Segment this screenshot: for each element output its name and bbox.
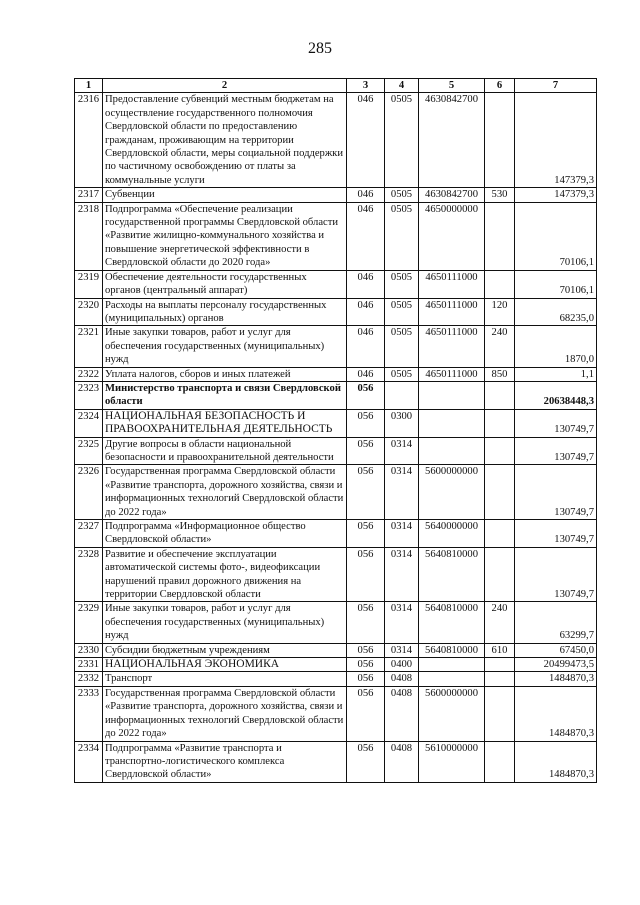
section-code-cell: 0408 bbox=[385, 686, 419, 741]
target-article-cell: 4630842700 bbox=[419, 188, 485, 202]
item-name-cell: Предоставление субвенций местным бюджетам на осуществление государственного полномочия Свердловской области по предоставлению гражданам, проживающим на территории Свердловской области, меры социальной поддержки по частичному освобождению от платы за коммунальные услуги bbox=[103, 93, 347, 188]
page-number: 285 bbox=[308, 40, 332, 57]
expense-type-cell: 240 bbox=[485, 602, 515, 643]
amount-cell: 70106,1 bbox=[515, 270, 597, 298]
ministry-code-cell: 056 bbox=[347, 643, 385, 657]
expense-type-cell bbox=[485, 672, 515, 686]
table-row bbox=[75, 202, 597, 270]
target-article-cell: 4650111000 bbox=[419, 326, 485, 367]
amount-cell: 1484870,3 bbox=[515, 741, 597, 782]
target-article-cell: 4650000000 bbox=[419, 202, 485, 270]
target-article-cell: 4630842700 bbox=[419, 93, 485, 188]
section-code-cell: 0314 bbox=[385, 437, 419, 465]
item-name-cell: Субсидии бюджетным учреждениям bbox=[103, 643, 347, 657]
row-number-cell: 2328 bbox=[75, 547, 103, 602]
ministry-code-cell: 056 bbox=[347, 547, 385, 602]
expense-type-cell bbox=[485, 741, 515, 782]
target-article-cell: 5610000000 bbox=[419, 741, 485, 782]
amount-cell: 68235,0 bbox=[515, 298, 597, 326]
item-name-cell: Подпрограмма «Информационное общество Свердловской области» bbox=[103, 520, 347, 548]
header-cell: 2 bbox=[103, 79, 347, 93]
table-row bbox=[75, 602, 597, 643]
item-name-cell: Транспорт bbox=[103, 672, 347, 686]
row-number-cell: 2318 bbox=[75, 202, 103, 270]
expense-type-cell: 530 bbox=[485, 188, 515, 202]
row-number-cell: 2327 bbox=[75, 520, 103, 548]
amount-cell: 20499473,5 bbox=[515, 658, 597, 672]
expense-type-cell bbox=[485, 381, 515, 409]
ministry-code-cell: 056 bbox=[347, 686, 385, 741]
ministry-code-cell: 046 bbox=[347, 270, 385, 298]
header-cell: 7 bbox=[515, 79, 597, 93]
ministry-code-cell: 056 bbox=[347, 672, 385, 686]
expense-type-cell: 610 bbox=[485, 643, 515, 657]
table-row bbox=[75, 643, 597, 657]
item-name-cell: Подпрограмма «Развитие транспорта и транспортно-логистического комплекса Свердловской области» bbox=[103, 741, 347, 782]
section-code-cell: 0505 bbox=[385, 326, 419, 367]
amount-cell: 63299,7 bbox=[515, 602, 597, 643]
header-cell: 6 bbox=[485, 79, 515, 93]
expense-type-cell bbox=[485, 202, 515, 270]
row-number-cell: 2322 bbox=[75, 367, 103, 381]
amount-cell: 1484870,3 bbox=[515, 686, 597, 741]
row-number-cell: 2332 bbox=[75, 672, 103, 686]
ministry-code-cell: 056 bbox=[347, 465, 385, 520]
item-name-cell: Расходы на выплаты персоналу государственных (муниципальных) органов bbox=[103, 298, 347, 326]
amount-cell: 1484870,3 bbox=[515, 672, 597, 686]
amount-cell: 147379,3 bbox=[515, 188, 597, 202]
section-code-cell: 0314 bbox=[385, 547, 419, 602]
target-article-cell: 5600000000 bbox=[419, 686, 485, 741]
item-name-cell: НАЦИОНАЛЬНАЯ ЭКОНОМИКА bbox=[103, 658, 347, 672]
item-name-cell: Развитие и обеспечение эксплуатации автоматической системы фото-, видеофиксации нарушений правил дорожного движения на территории Свердловской области bbox=[103, 547, 347, 602]
target-article-cell: 4650111000 bbox=[419, 270, 485, 298]
row-number-cell: 2330 bbox=[75, 643, 103, 657]
section-code-cell: 0505 bbox=[385, 202, 419, 270]
amount-cell: 67450,0 bbox=[515, 643, 597, 657]
amount-cell: 147379,3 bbox=[515, 93, 597, 188]
row-number-cell: 2334 bbox=[75, 741, 103, 782]
item-name-cell: Министерство транспорта и связи Свердловской области bbox=[103, 381, 347, 409]
target-article-cell bbox=[419, 658, 485, 672]
row-number-cell: 2320 bbox=[75, 298, 103, 326]
row-number-cell: 2325 bbox=[75, 437, 103, 465]
item-name-cell: Иные закупки товаров, работ и услуг для обеспечения государственных (муниципальных) нужд bbox=[103, 326, 347, 367]
row-number-cell: 2317 bbox=[75, 188, 103, 202]
table-row bbox=[75, 298, 597, 326]
table-row bbox=[75, 188, 597, 202]
amount-cell: 1870,0 bbox=[515, 326, 597, 367]
expense-type-cell: 240 bbox=[485, 326, 515, 367]
section-code-cell: 0505 bbox=[385, 270, 419, 298]
row-number-cell: 2323 bbox=[75, 381, 103, 409]
item-name-cell: Субвенции bbox=[103, 188, 347, 202]
section-code-cell: 0314 bbox=[385, 643, 419, 657]
amount-cell: 130749,7 bbox=[515, 547, 597, 602]
expense-type-cell bbox=[485, 658, 515, 672]
item-name-cell: Обеспечение деятельности государственных органов (центральный аппарат) bbox=[103, 270, 347, 298]
target-article-cell: 5640810000 bbox=[419, 602, 485, 643]
section-code-cell: 0505 bbox=[385, 367, 419, 381]
ministry-code-cell: 046 bbox=[347, 326, 385, 367]
item-name-cell: Государственная программа Свердловской области «Развитие транспорта, дорожного хозяйства, связи и информационных технологий Свердловской области до 2022 года» bbox=[103, 686, 347, 741]
table-row bbox=[75, 93, 597, 188]
item-name-cell: Уплата налогов, сборов и иных платежей bbox=[103, 367, 347, 381]
section-code-cell: 0505 bbox=[385, 298, 419, 326]
expense-type-cell bbox=[485, 547, 515, 602]
table-row bbox=[75, 326, 597, 367]
section-code-cell: 0505 bbox=[385, 93, 419, 188]
amount-cell: 130749,7 bbox=[515, 409, 597, 437]
ministry-code-cell: 046 bbox=[347, 298, 385, 326]
section-code-cell: 0314 bbox=[385, 602, 419, 643]
target-article-cell: 5640810000 bbox=[419, 547, 485, 602]
table-row bbox=[75, 658, 597, 672]
ministry-code-cell: 046 bbox=[347, 188, 385, 202]
expense-type-cell bbox=[485, 409, 515, 437]
table-row bbox=[75, 270, 597, 298]
target-article-cell bbox=[419, 381, 485, 409]
ministry-code-cell: 056 bbox=[347, 602, 385, 643]
row-number-cell: 2321 bbox=[75, 326, 103, 367]
budget-table bbox=[74, 78, 597, 783]
section-code-cell: 0505 bbox=[385, 188, 419, 202]
header-cell: 4 bbox=[385, 79, 419, 93]
table-row bbox=[75, 381, 597, 409]
header-cell: 3 bbox=[347, 79, 385, 93]
table-row bbox=[75, 520, 597, 548]
row-number-cell: 2316 bbox=[75, 93, 103, 188]
item-name-cell: Подпрограмма «Обеспечение реализации государственной программы Свердловской области «Развитие жилищно-коммунального хозяйства и повышение энергетической эффективности в Свердловской области до 2020 года» bbox=[103, 202, 347, 270]
header-row bbox=[75, 79, 597, 93]
item-name-cell: Другие вопросы в области национальной безопасности и правоохранительной деятельности bbox=[103, 437, 347, 465]
table-row bbox=[75, 741, 597, 782]
ministry-code-cell: 046 bbox=[347, 202, 385, 270]
expense-type-cell bbox=[485, 437, 515, 465]
ministry-code-cell: 056 bbox=[347, 658, 385, 672]
amount-cell: 1,1 bbox=[515, 367, 597, 381]
target-article-cell bbox=[419, 672, 485, 686]
amount-cell: 70106,1 bbox=[515, 202, 597, 270]
ministry-code-cell: 056 bbox=[347, 741, 385, 782]
ministry-code-cell: 046 bbox=[347, 367, 385, 381]
target-article-cell: 4650111000 bbox=[419, 367, 485, 381]
expense-type-cell bbox=[485, 465, 515, 520]
ministry-code-cell: 056 bbox=[347, 520, 385, 548]
ministry-code-cell: 056 bbox=[347, 409, 385, 437]
table-row bbox=[75, 672, 597, 686]
expense-type-cell bbox=[485, 270, 515, 298]
section-code-cell: 0400 bbox=[385, 658, 419, 672]
expense-type-cell: 120 bbox=[485, 298, 515, 326]
amount-cell: 130749,7 bbox=[515, 520, 597, 548]
ministry-code-cell: 046 bbox=[347, 93, 385, 188]
target-article-cell: 5600000000 bbox=[419, 465, 485, 520]
table-row bbox=[75, 686, 597, 741]
header-cell: 1 bbox=[75, 79, 103, 93]
amount-cell: 20638448,3 bbox=[515, 381, 597, 409]
section-code-cell: 0408 bbox=[385, 741, 419, 782]
amount-cell: 130749,7 bbox=[515, 437, 597, 465]
table-row bbox=[75, 547, 597, 602]
expense-type-cell bbox=[485, 686, 515, 741]
expense-type-cell: 850 bbox=[485, 367, 515, 381]
target-article-cell: 4650111000 bbox=[419, 298, 485, 326]
target-article-cell bbox=[419, 437, 485, 465]
header-cell: 5 bbox=[419, 79, 485, 93]
item-name-cell: Государственная программа Свердловской области «Развитие транспорта, дорожного хозяйства, связи и информационных технологий Свердловской области до 2022 года» bbox=[103, 465, 347, 520]
ministry-code-cell: 056 bbox=[347, 437, 385, 465]
table-row bbox=[75, 367, 597, 381]
target-article-cell bbox=[419, 409, 485, 437]
target-article-cell: 5640000000 bbox=[419, 520, 485, 548]
section-code-cell: 0300 bbox=[385, 409, 419, 437]
section-code-cell: 0314 bbox=[385, 520, 419, 548]
section-code-cell: 0314 bbox=[385, 465, 419, 520]
item-name-cell: Иные закупки товаров, работ и услуг для обеспечения государственных (муниципальных) нужд bbox=[103, 602, 347, 643]
table-row bbox=[75, 409, 597, 437]
section-code-cell: 0408 bbox=[385, 672, 419, 686]
table-row bbox=[75, 465, 597, 520]
row-number-cell: 2329 bbox=[75, 602, 103, 643]
expense-type-cell bbox=[485, 93, 515, 188]
target-article-cell: 5640810000 bbox=[419, 643, 485, 657]
row-number-cell: 2331 bbox=[75, 658, 103, 672]
row-number-cell: 2333 bbox=[75, 686, 103, 741]
row-number-cell: 2326 bbox=[75, 465, 103, 520]
row-number-cell: 2319 bbox=[75, 270, 103, 298]
expense-type-cell bbox=[485, 520, 515, 548]
ministry-code-cell: 056 bbox=[347, 381, 385, 409]
amount-cell: 130749,7 bbox=[515, 465, 597, 520]
section-code-cell bbox=[385, 381, 419, 409]
row-number-cell: 2324 bbox=[75, 409, 103, 437]
table-row bbox=[75, 437, 597, 465]
item-name-cell: НАЦИОНАЛЬНАЯ БЕЗОПАСНОСТЬ И ПРАВООХРАНИТЕЛЬНАЯ ДЕЯТЕЛЬНОСТЬ bbox=[103, 409, 347, 437]
